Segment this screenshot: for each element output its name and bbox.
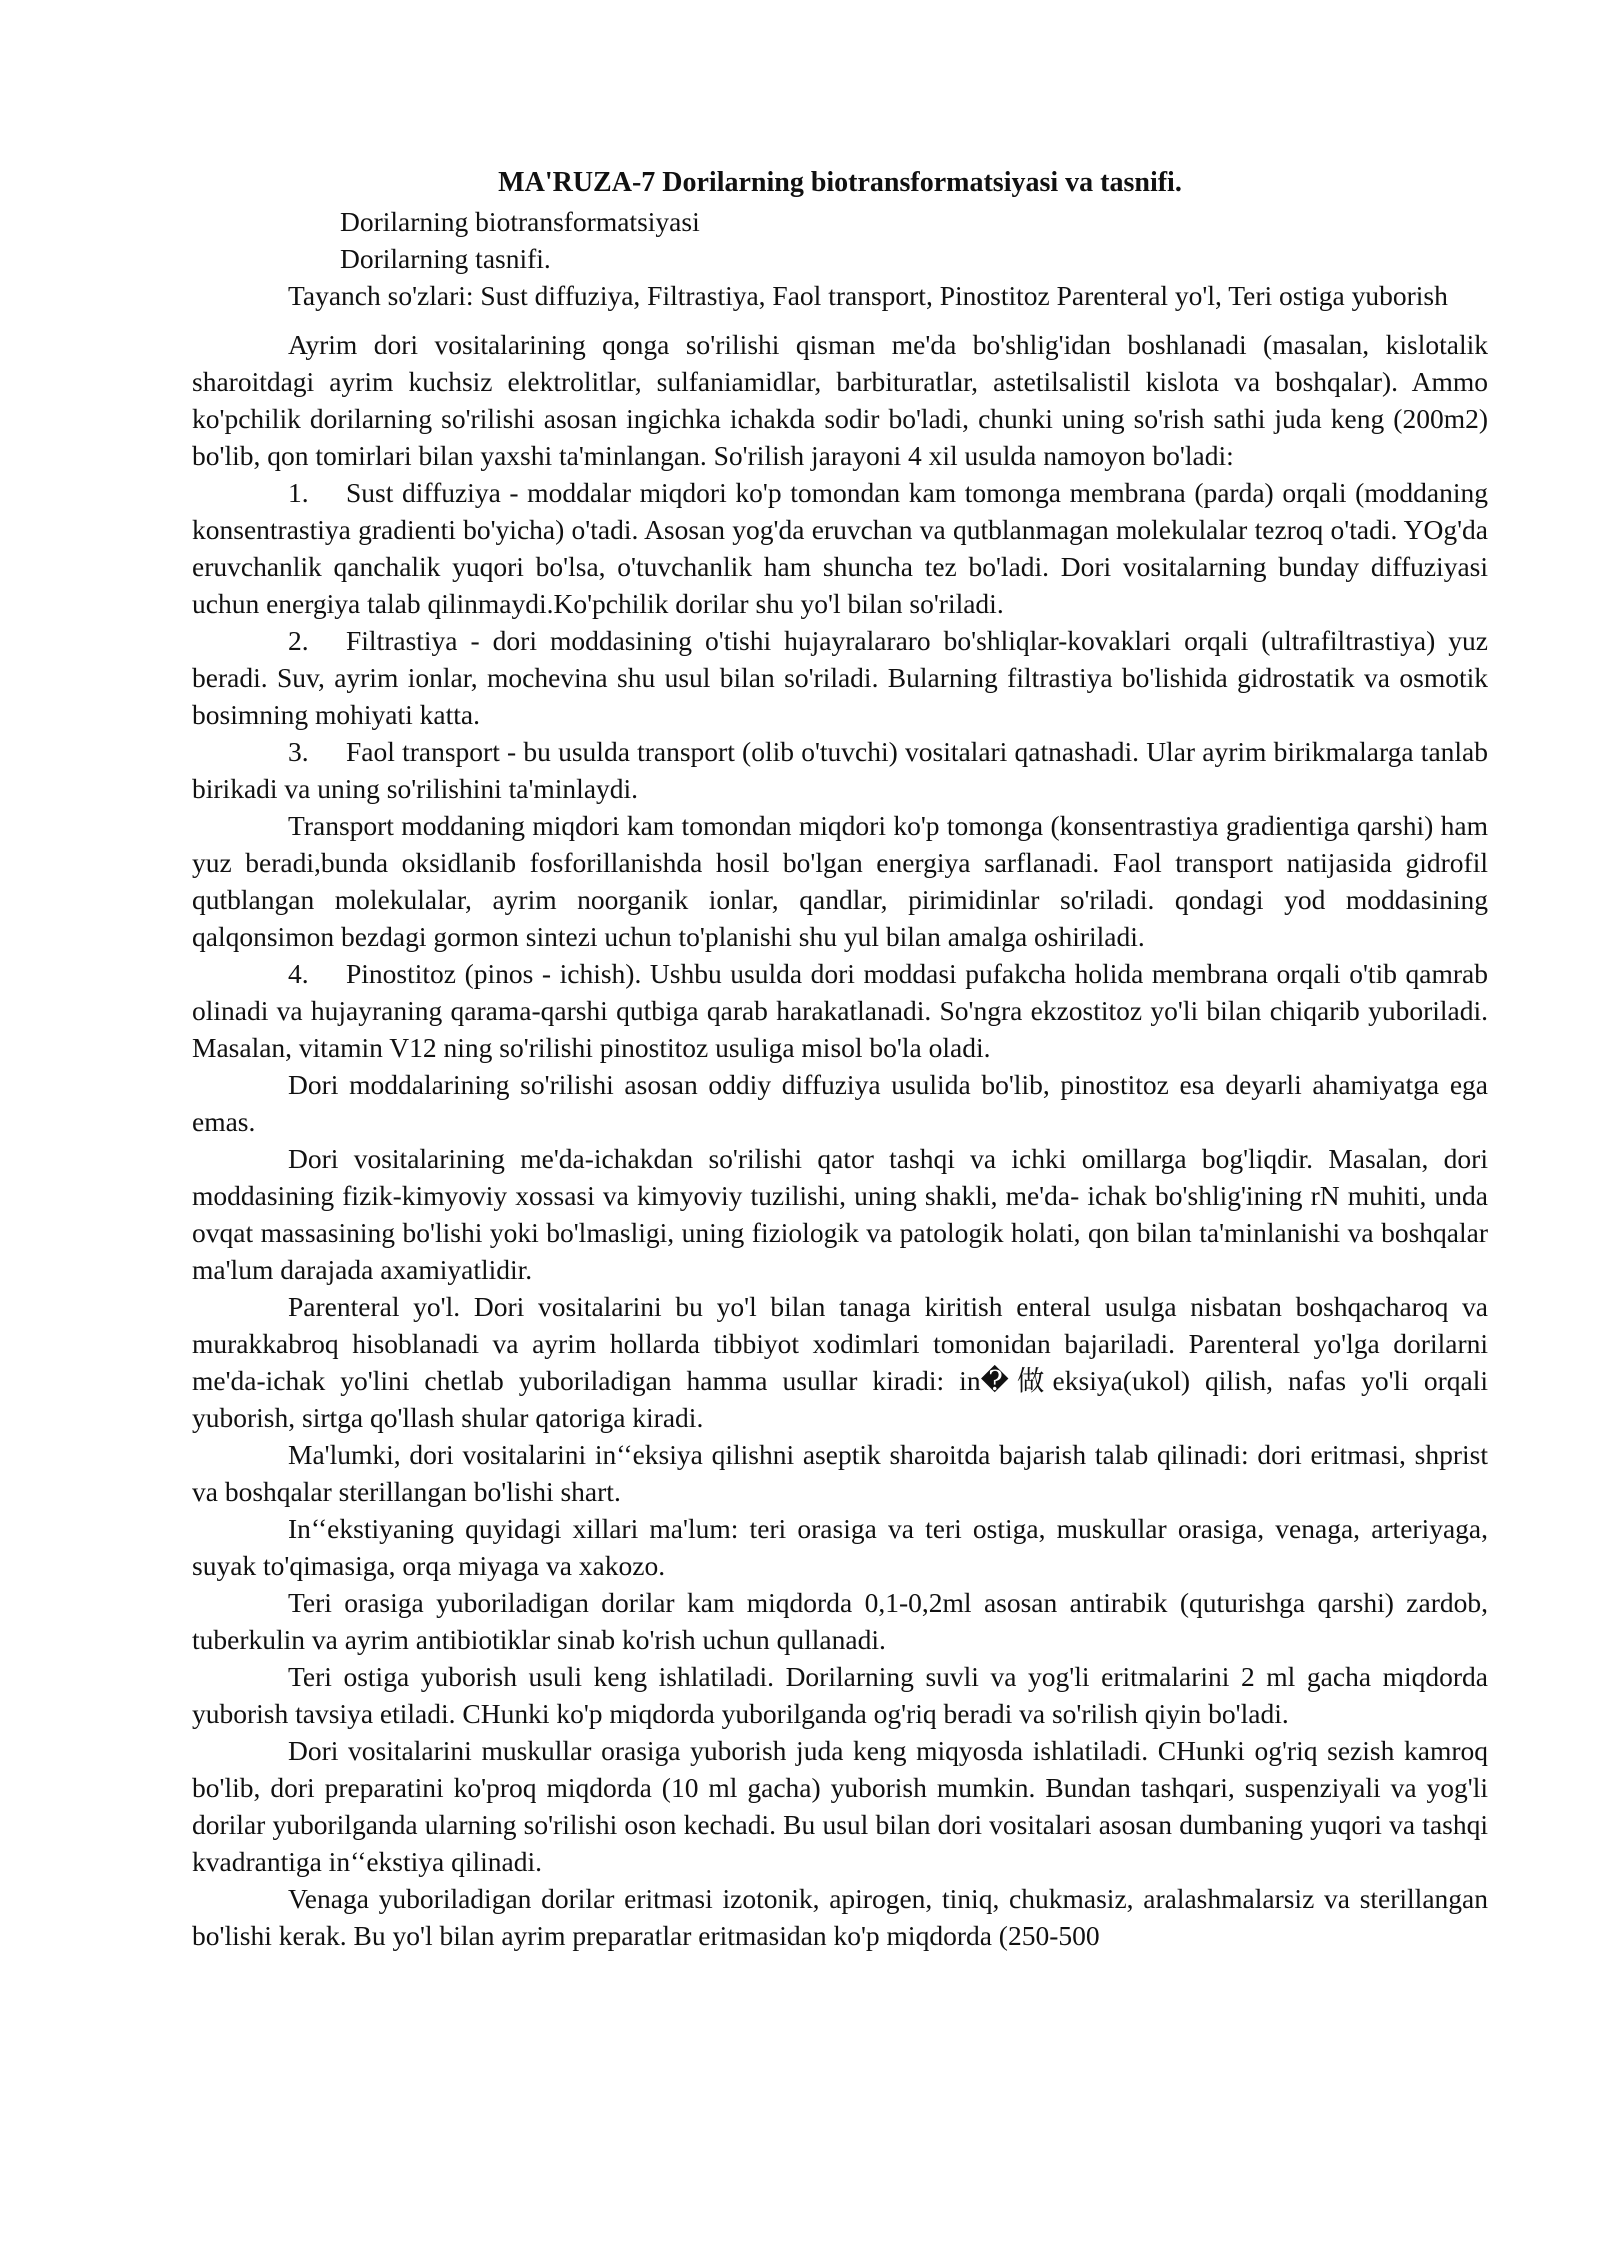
- paragraph-text: Sust diffuziya - moddalar miqdori ko'p tomondan kam tomonga membrana (parda) orqali (moddaning konsentrastiya gradienti bo'yicha) o'tadi. Asosan yog'da eruvchan va qutblanmagan molekulalar tezroq o'tadi. YOg'da eruvchanlik qanchalik yuqori bo'lsa, o'tuvchanlik ham shuncha tez bo'ladi. Dori vositalarning bunday diffuziyasi uchun energiya talab qilinmaydi.Ko'pchilik dorilar shu yo'l bilan so'riladi.: [192, 477, 1488, 619]
- body-paragraph: [192, 1288, 1488, 1436]
- paragraph-text: Ayrim dori vositalarining qonga so'rilishi qisman me'da bo'shlig'idan boshlanadi (masalan, kislotalik sharoitdagi ayrim kuchsiz elektrolitlar, sulfaniamidlar, barbituratlar, astetilsalistil kislota va boshqalar). Ammo ko'pchilik dorilarning so'rilishi asosan ingichka ichakda sodir bo'ladi, chunki uning so'rish sathi juda keng (200m2) bo'lib, qon tomirlari bilan yaxshi ta'minlangan. So'rilish jarayoni 4 xil usulda namoyon bo'ladi:: [192, 329, 1488, 471]
- item-number: 3.: [288, 736, 309, 767]
- document-body: [192, 164, 1488, 1954]
- paragraph-text: Filtrastiya - dori moddasining o'tishi hujayralararo bo'shliqlar-kovaklari orqali (ultrafiltrastiya) yuz beradi. Suv, ayrim ionlar, mochevina shu usul bilan so'riladi. Bularning filtrastiya bo'lishida gidrostatik va osmotik bosimning mohiyati katta.: [192, 625, 1488, 730]
- item-number: 2.: [288, 625, 309, 656]
- numbered-paragraph: [192, 733, 1488, 807]
- item-number: 4.: [288, 958, 309, 989]
- paragraph-text: In‘‘ekstiyaning quyidagi xillari ma'lum: teri orasiga va teri ostiga, muskullar orasiga, venaga, arteriyaga, suyak to'qimasiga, orqa miyaga va xakozo.: [192, 1513, 1488, 1581]
- keywords-paragraph: Tayanch so'zlari: Sust diffuziya, Filtrastiya, Faol transport, Pinostitoz Parenteral yo'l, Teri ostiga yuborish: [288, 280, 1448, 311]
- body-paragraph: [192, 1584, 1488, 1658]
- body-paragraph: [192, 326, 1488, 474]
- paragraph-text: Pinostitoz (pinos - ichish). Ushbu usulda dori moddasi pufakcha holida membrana orqali o'tib qamrab olinadi va hujayraning qarama-qarshi qutbiga qarab harakatlanadi. So'ngra ekzostitoz yo'li bilan chiqarib yuboriladi. Masalan, vitamin V12 ning so'rilishi pinostitoz usuliga misol bo'la oladi.: [192, 958, 1488, 1063]
- paragraph-text: Teri ostiga yuborish usuli keng ishlatiladi. Dorilarning suvli va yog'li eritmalarini 2 ml gacha miqdorda yuborish tavsiya etiladi. CHunki ko'p miqdorda yuborilganda og'riq beradi va so'rilish qiyin bo'ladi.: [192, 1661, 1488, 1729]
- body-paragraph: [192, 1510, 1488, 1584]
- subtitle-biotransformation: Dorilarning biotransformatsiyasi: [340, 206, 700, 237]
- body-paragraph: [192, 1732, 1488, 1880]
- paragraph-text: Ma'lumki, dori vositalarini in‘‘eksiya qilishni aseptik sharoitda bajarish talab qilinadi: dori eritmasi, shprist va boshqalar sterillangan bo'lishi shart.: [192, 1439, 1488, 1507]
- paragraph-text: Dori vositalarini muskullar orasiga yuborish juda keng miqyosda ishlatiladi. CHunki og'riq sezish kamroq bo'lib, dori preparatini ko'proq miqdorda (10 ml gacha) yuborish mumkin. Bundan tashqari, suspenziyali va yog'li dorilar yuborilganda ularning so'rilishi oson kechadi. Bu usul bilan dori vositalari asosan dumbaning yuqori va tashqi kvadrantiga in‘‘ekstiya qilinadi.: [192, 1735, 1488, 1877]
- paragraph-text: Teri orasiga yuboriladigan dorilar kam miqdorda 0,1-0,2ml asosan antirabik (quturishga qarshi) zardob, tuberkulin va ayrim antibiotiklar sinab ko'rish uchun qullanadi.: [192, 1587, 1488, 1655]
- paragraph-text: Dori vositalarining me'da-ichakdan so'rilishi qator tashqi va ichki omillarga bog'liqdir. Masalan, dori moddasining fizik-kimyoviy xossasi va kimyoviy tuzilishi, uning shakli, me'da- ichak bo'shlig'ining rN muhiti, unda ovqat massasining bo'lishi yoki bo'lmasligi, uning fiziologik va patologik holati, qon bilan ta'minlanishi va boshqalar ma'lum darajada axamiyatlidir.: [192, 1143, 1488, 1285]
- body-paragraph: [192, 1658, 1488, 1732]
- item-number: 1.: [288, 477, 309, 508]
- lecture-title: MA'RUZA-7 Dorilarning biotransformatsiyasi va tasnifi.: [498, 167, 1182, 198]
- body-paragraph: [192, 1436, 1488, 1510]
- paragraph-text: Parenteral yo'l. Dori vositalarini bu yo'l bilan tanaga kiritish enteral usulga nisbatan boshqacharoq va murakkabroq hisoblanadi va ayrim hollarda tibbiyot xodimlari tomonidan bajariladi. Parenteral yo'lga dorilarni me'da-ichak yo'lini chetlab yuboriladigan hamma usullar kiradi: in�做eksiya(ukol) qilish, nafas yo'li orqali yuborish, sirtga qo'llash shular qatoriga kiradi.: [192, 1291, 1488, 1433]
- body-paragraph: [192, 1066, 1488, 1140]
- paragraph-text: Faol transport - bu usulda transport (olib o'tuvchi) vositalari qatnashadi. Ular ayrim birikmalarga tanlab birikadi va uning so'rilishini ta'minlaydi.: [192, 736, 1488, 804]
- subtitle-classification: Dorilarning tasnifi.: [340, 243, 551, 274]
- paragraph-text: Venaga yuboriladigan dorilar eritmasi izotonik, apirogen, tiniq, chukmasiz, aralashmalarsiz va sterillangan bo'lishi kerak. Bu yo'l bilan ayrim preparatlar eritmasidan ko'p miqdorda (250-500: [192, 1883, 1488, 1951]
- numbered-paragraph: [192, 955, 1488, 1066]
- numbered-paragraph: [192, 474, 1488, 622]
- paragraph-text: Transport moddaning miqdori kam tomondan miqdori ko'p tomonga (konsentrastiya gradientiga qarshi) ham yuz beradi,bunda oksidlanib fosforillanishda hosil bo'lgan energiya sarflanadi. Faol transport natijasida gidrofil qutblangan molekulalar, ayrim noorganik ionlar, qandlar, pirimidinlar so'riladi. qondagi yod moddasining qalqonsimon bezdagi gormon sintezi uchun to'planishi shu yul bilan amalga oshiriladi.: [192, 810, 1488, 952]
- paragraph-text: Dori moddalarining so'rilishi asosan oddiy diffuziya usulida bo'lib, pinostitoz esa deyarli ahamiyatga ega emas.: [192, 1069, 1488, 1137]
- body-paragraph: [192, 807, 1488, 955]
- numbered-paragraph: [192, 622, 1488, 733]
- body-paragraph: [192, 1880, 1488, 1954]
- body-paragraph: [192, 1140, 1488, 1288]
